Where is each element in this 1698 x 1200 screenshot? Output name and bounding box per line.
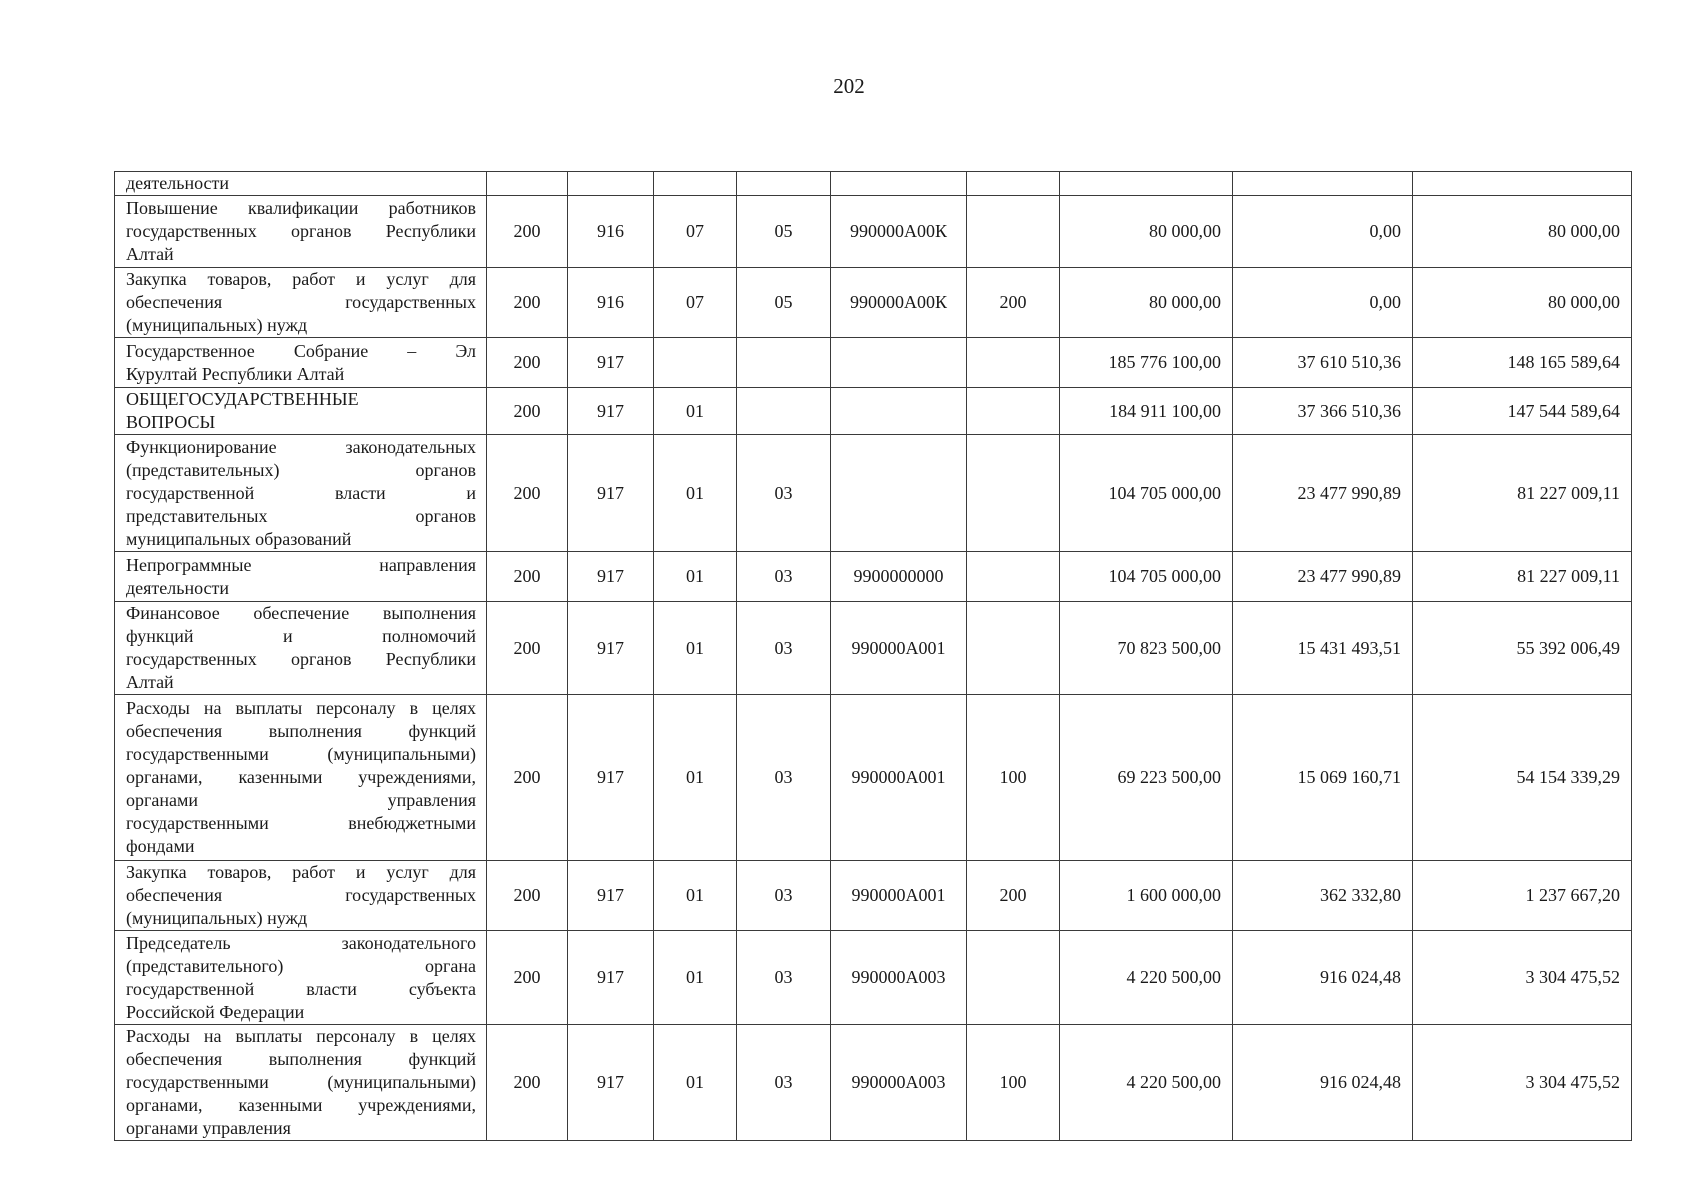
description-line: Функционирование законодательных <box>126 436 476 457</box>
subchapter-code: 03 <box>737 1025 831 1141</box>
expense-type-code <box>967 602 1060 695</box>
table-row <box>115 172 1632 196</box>
section-code: 200 <box>487 552 568 602</box>
row-description <box>115 268 487 338</box>
section-code: 200 <box>487 695 568 861</box>
description-line: Закупка товаров, работ и услуг для <box>126 269 476 289</box>
executed-amount: 37 366 510,36 <box>1233 388 1413 435</box>
section-code: 200 <box>487 602 568 695</box>
table-row <box>115 338 1632 388</box>
description-line: государственными внебюджетными <box>126 813 476 833</box>
approved-amount: 4 220 500,00 <box>1060 1025 1233 1141</box>
chapter-code: 01 <box>654 1025 737 1141</box>
ministry-code: 917 <box>568 695 654 861</box>
expense-type-code <box>967 388 1060 435</box>
chapter-code: 01 <box>654 388 737 435</box>
subchapter-code: 05 <box>737 268 831 338</box>
row-description <box>115 552 487 602</box>
description-line: органами управления <box>126 790 476 810</box>
section-code: 200 <box>487 931 568 1025</box>
row-description <box>115 695 487 861</box>
description-line: обеспечения государственных <box>126 885 476 905</box>
target-article-code <box>831 388 967 435</box>
chapter-code: 01 <box>654 861 737 931</box>
subchapter-code: 03 <box>737 695 831 861</box>
expense-type-code: 200 <box>967 861 1060 931</box>
description-line: государственной власти субъекта <box>126 978 476 999</box>
ministry-code: 917 <box>568 602 654 695</box>
section-code <box>487 172 568 196</box>
expense-type-code: 200 <box>967 268 1060 338</box>
row-description <box>115 196 487 268</box>
target-article-code <box>831 435 967 552</box>
ministry-code: 916 <box>568 196 654 268</box>
executed-amount: 0,00 <box>1233 196 1413 268</box>
remaining-amount <box>1413 172 1632 196</box>
description-line: Курултай Республики Алтай <box>126 363 345 384</box>
remaining-amount: 1 237 667,20 <box>1413 861 1632 931</box>
chapter-code: 01 <box>654 931 737 1025</box>
executed-amount: 23 477 990,89 <box>1233 552 1413 602</box>
expense-type-code: 100 <box>967 695 1060 861</box>
expense-type-code <box>967 196 1060 268</box>
subchapter-code <box>737 388 831 435</box>
approved-amount <box>1060 172 1233 196</box>
remaining-amount: 81 227 009,11 <box>1413 435 1632 552</box>
expense-type-code <box>967 552 1060 602</box>
description-line: государственной власти и <box>126 482 476 503</box>
description-line: ОБЩЕГОСУДАРСТВЕННЫЕ <box>126 389 359 409</box>
table-row <box>115 552 1632 602</box>
remaining-amount: 147 544 589,64 <box>1413 388 1632 435</box>
executed-amount: 23 477 990,89 <box>1233 435 1413 552</box>
approved-amount: 184 911 100,00 <box>1060 388 1233 435</box>
approved-amount: 4 220 500,00 <box>1060 931 1233 1025</box>
subchapter-code: 03 <box>737 552 831 602</box>
description-line: (муниципальных) нужд <box>126 908 308 928</box>
section-code: 200 <box>487 1025 568 1141</box>
ministry-code: 917 <box>568 1025 654 1141</box>
ministry-code: 916 <box>568 268 654 338</box>
description-line: Финансовое обеспечение выполнения <box>126 603 476 623</box>
description-line: (представительного) органа <box>126 955 476 976</box>
chapter-code: 01 <box>654 435 737 552</box>
description-line: (представительных) органов <box>126 459 476 480</box>
chapter-code: 07 <box>654 268 737 338</box>
description-line: Российской Федерации <box>126 1001 305 1022</box>
description-line: обеспечения выполнения функций <box>126 721 476 741</box>
ministry-code: 917 <box>568 435 654 552</box>
description-line: органами, казенными учреждениями, <box>126 1095 476 1115</box>
description-line: ВОПРОСЫ <box>126 412 216 432</box>
remaining-amount: 54 154 339,29 <box>1413 695 1632 861</box>
section-code: 200 <box>487 338 568 388</box>
chapter-code: 01 <box>654 602 737 695</box>
executed-amount: 37 610 510,36 <box>1233 338 1413 388</box>
approved-amount: 1 600 000,00 <box>1060 861 1233 931</box>
description-line: Расходы на выплаты персоналу в целях <box>126 1026 476 1046</box>
section-code: 200 <box>487 268 568 338</box>
ministry-code: 917 <box>568 338 654 388</box>
remaining-amount: 80 000,00 <box>1413 268 1632 338</box>
description-line: муниципальных образований <box>126 528 352 549</box>
approved-amount: 80 000,00 <box>1060 196 1233 268</box>
table-row <box>115 602 1632 695</box>
expense-type-code <box>967 435 1060 552</box>
section-code: 200 <box>487 861 568 931</box>
row-description <box>115 602 487 695</box>
subchapter-code: 03 <box>737 602 831 695</box>
target-article-code: 9900000000 <box>831 552 967 602</box>
expense-type-code <box>967 172 1060 196</box>
remaining-amount: 3 304 475,52 <box>1413 1025 1632 1141</box>
page-number: 202 <box>833 74 865 98</box>
approved-amount: 80 000,00 <box>1060 268 1233 338</box>
description-line: (муниципальных) нужд <box>126 315 308 335</box>
row-description <box>115 435 487 552</box>
remaining-amount: 3 304 475,52 <box>1413 931 1632 1025</box>
executed-amount: 15 069 160,71 <box>1233 695 1413 861</box>
subchapter-code: 05 <box>737 196 831 268</box>
section-code: 200 <box>487 196 568 268</box>
approved-amount: 104 705 000,00 <box>1060 552 1233 602</box>
description-line: Алтай <box>126 244 174 264</box>
remaining-amount: 80 000,00 <box>1413 196 1632 268</box>
target-article-code: 990000А00К <box>831 196 967 268</box>
subchapter-code: 03 <box>737 931 831 1025</box>
table-row <box>115 435 1632 552</box>
row-description <box>115 931 487 1025</box>
description-line: Закупка товаров, работ и услуг для <box>126 862 476 882</box>
remaining-amount: 81 227 009,11 <box>1413 552 1632 602</box>
subchapter-code <box>737 338 831 388</box>
subchapter-code <box>737 172 831 196</box>
budget-table-body <box>115 172 1632 1141</box>
section-code: 200 <box>487 435 568 552</box>
target-article-code: 990000А001 <box>831 695 967 861</box>
executed-amount <box>1233 172 1413 196</box>
description-line: Председатель законодательного <box>126 932 476 953</box>
description-line: органами, казенными учреждениями, <box>126 767 476 787</box>
ministry-code: 917 <box>568 552 654 602</box>
description-line: Алтай <box>126 672 174 692</box>
target-article-code: 990000А003 <box>831 1025 967 1141</box>
target-article-code: 990000А001 <box>831 861 967 931</box>
chapter-code: 01 <box>654 552 737 602</box>
expense-type-code <box>967 338 1060 388</box>
expense-type-code <box>967 931 1060 1025</box>
subchapter-code: 03 <box>737 861 831 931</box>
approved-amount: 69 223 500,00 <box>1060 695 1233 861</box>
description-line: обеспечения выполнения функций <box>126 1049 476 1069</box>
chapter-code: 07 <box>654 196 737 268</box>
description-line: представительных органов <box>126 505 476 526</box>
table-row <box>115 388 1632 435</box>
ministry-code: 917 <box>568 388 654 435</box>
ministry-code: 917 <box>568 861 654 931</box>
description-line: деятельности <box>126 173 230 193</box>
chapter-code: 01 <box>654 695 737 861</box>
description-line: функций и полномочий <box>126 626 476 646</box>
table-row <box>115 1025 1632 1141</box>
budget-table <box>114 171 1632 1141</box>
table-row <box>115 695 1632 861</box>
executed-amount: 916 024,48 <box>1233 931 1413 1025</box>
remaining-amount: 55 392 006,49 <box>1413 602 1632 695</box>
description-line: Повышение квалификации работников <box>126 198 476 218</box>
ministry-code <box>568 172 654 196</box>
description-line: Государственное Собрание – Эл <box>126 340 476 361</box>
target-article-code: 990000А003 <box>831 931 967 1025</box>
ministry-code: 917 <box>568 931 654 1025</box>
row-description <box>115 861 487 931</box>
approved-amount: 70 823 500,00 <box>1060 602 1233 695</box>
description-line: государственных органов Республики <box>126 649 476 669</box>
section-code: 200 <box>487 388 568 435</box>
target-article-code <box>831 338 967 388</box>
table-row <box>115 861 1632 931</box>
description-line: государственными (муниципальными) <box>126 744 476 764</box>
row-description <box>115 1025 487 1141</box>
row-description <box>115 338 487 388</box>
target-article-code: 990000А00К <box>831 268 967 338</box>
approved-amount: 185 776 100,00 <box>1060 338 1233 388</box>
table-row <box>115 268 1632 338</box>
description-line: органами управления <box>126 1118 291 1138</box>
executed-amount: 0,00 <box>1233 268 1413 338</box>
description-line: деятельности <box>126 577 230 598</box>
description-line: обеспечения государственных <box>126 292 476 312</box>
remaining-amount: 148 165 589,64 <box>1413 338 1632 388</box>
expense-type-code: 100 <box>967 1025 1060 1141</box>
row-description <box>115 172 487 196</box>
description-line: государственными (муниципальными) <box>126 1072 476 1092</box>
chapter-code <box>654 338 737 388</box>
description-line: фондами <box>126 836 195 856</box>
executed-amount: 362 332,80 <box>1233 861 1413 931</box>
table-row <box>115 196 1632 268</box>
executed-amount: 15 431 493,51 <box>1233 602 1413 695</box>
target-article-code <box>831 172 967 196</box>
table-row <box>115 931 1632 1025</box>
executed-amount: 916 024,48 <box>1233 1025 1413 1141</box>
chapter-code <box>654 172 737 196</box>
description-line: Непрограммные направления <box>126 554 476 575</box>
target-article-code: 990000А001 <box>831 602 967 695</box>
description-line: государственных органов Республики <box>126 221 476 241</box>
description-line: Расходы на выплаты персоналу в целях <box>126 698 476 718</box>
row-description <box>115 388 487 435</box>
approved-amount: 104 705 000,00 <box>1060 435 1233 552</box>
subchapter-code: 03 <box>737 435 831 552</box>
